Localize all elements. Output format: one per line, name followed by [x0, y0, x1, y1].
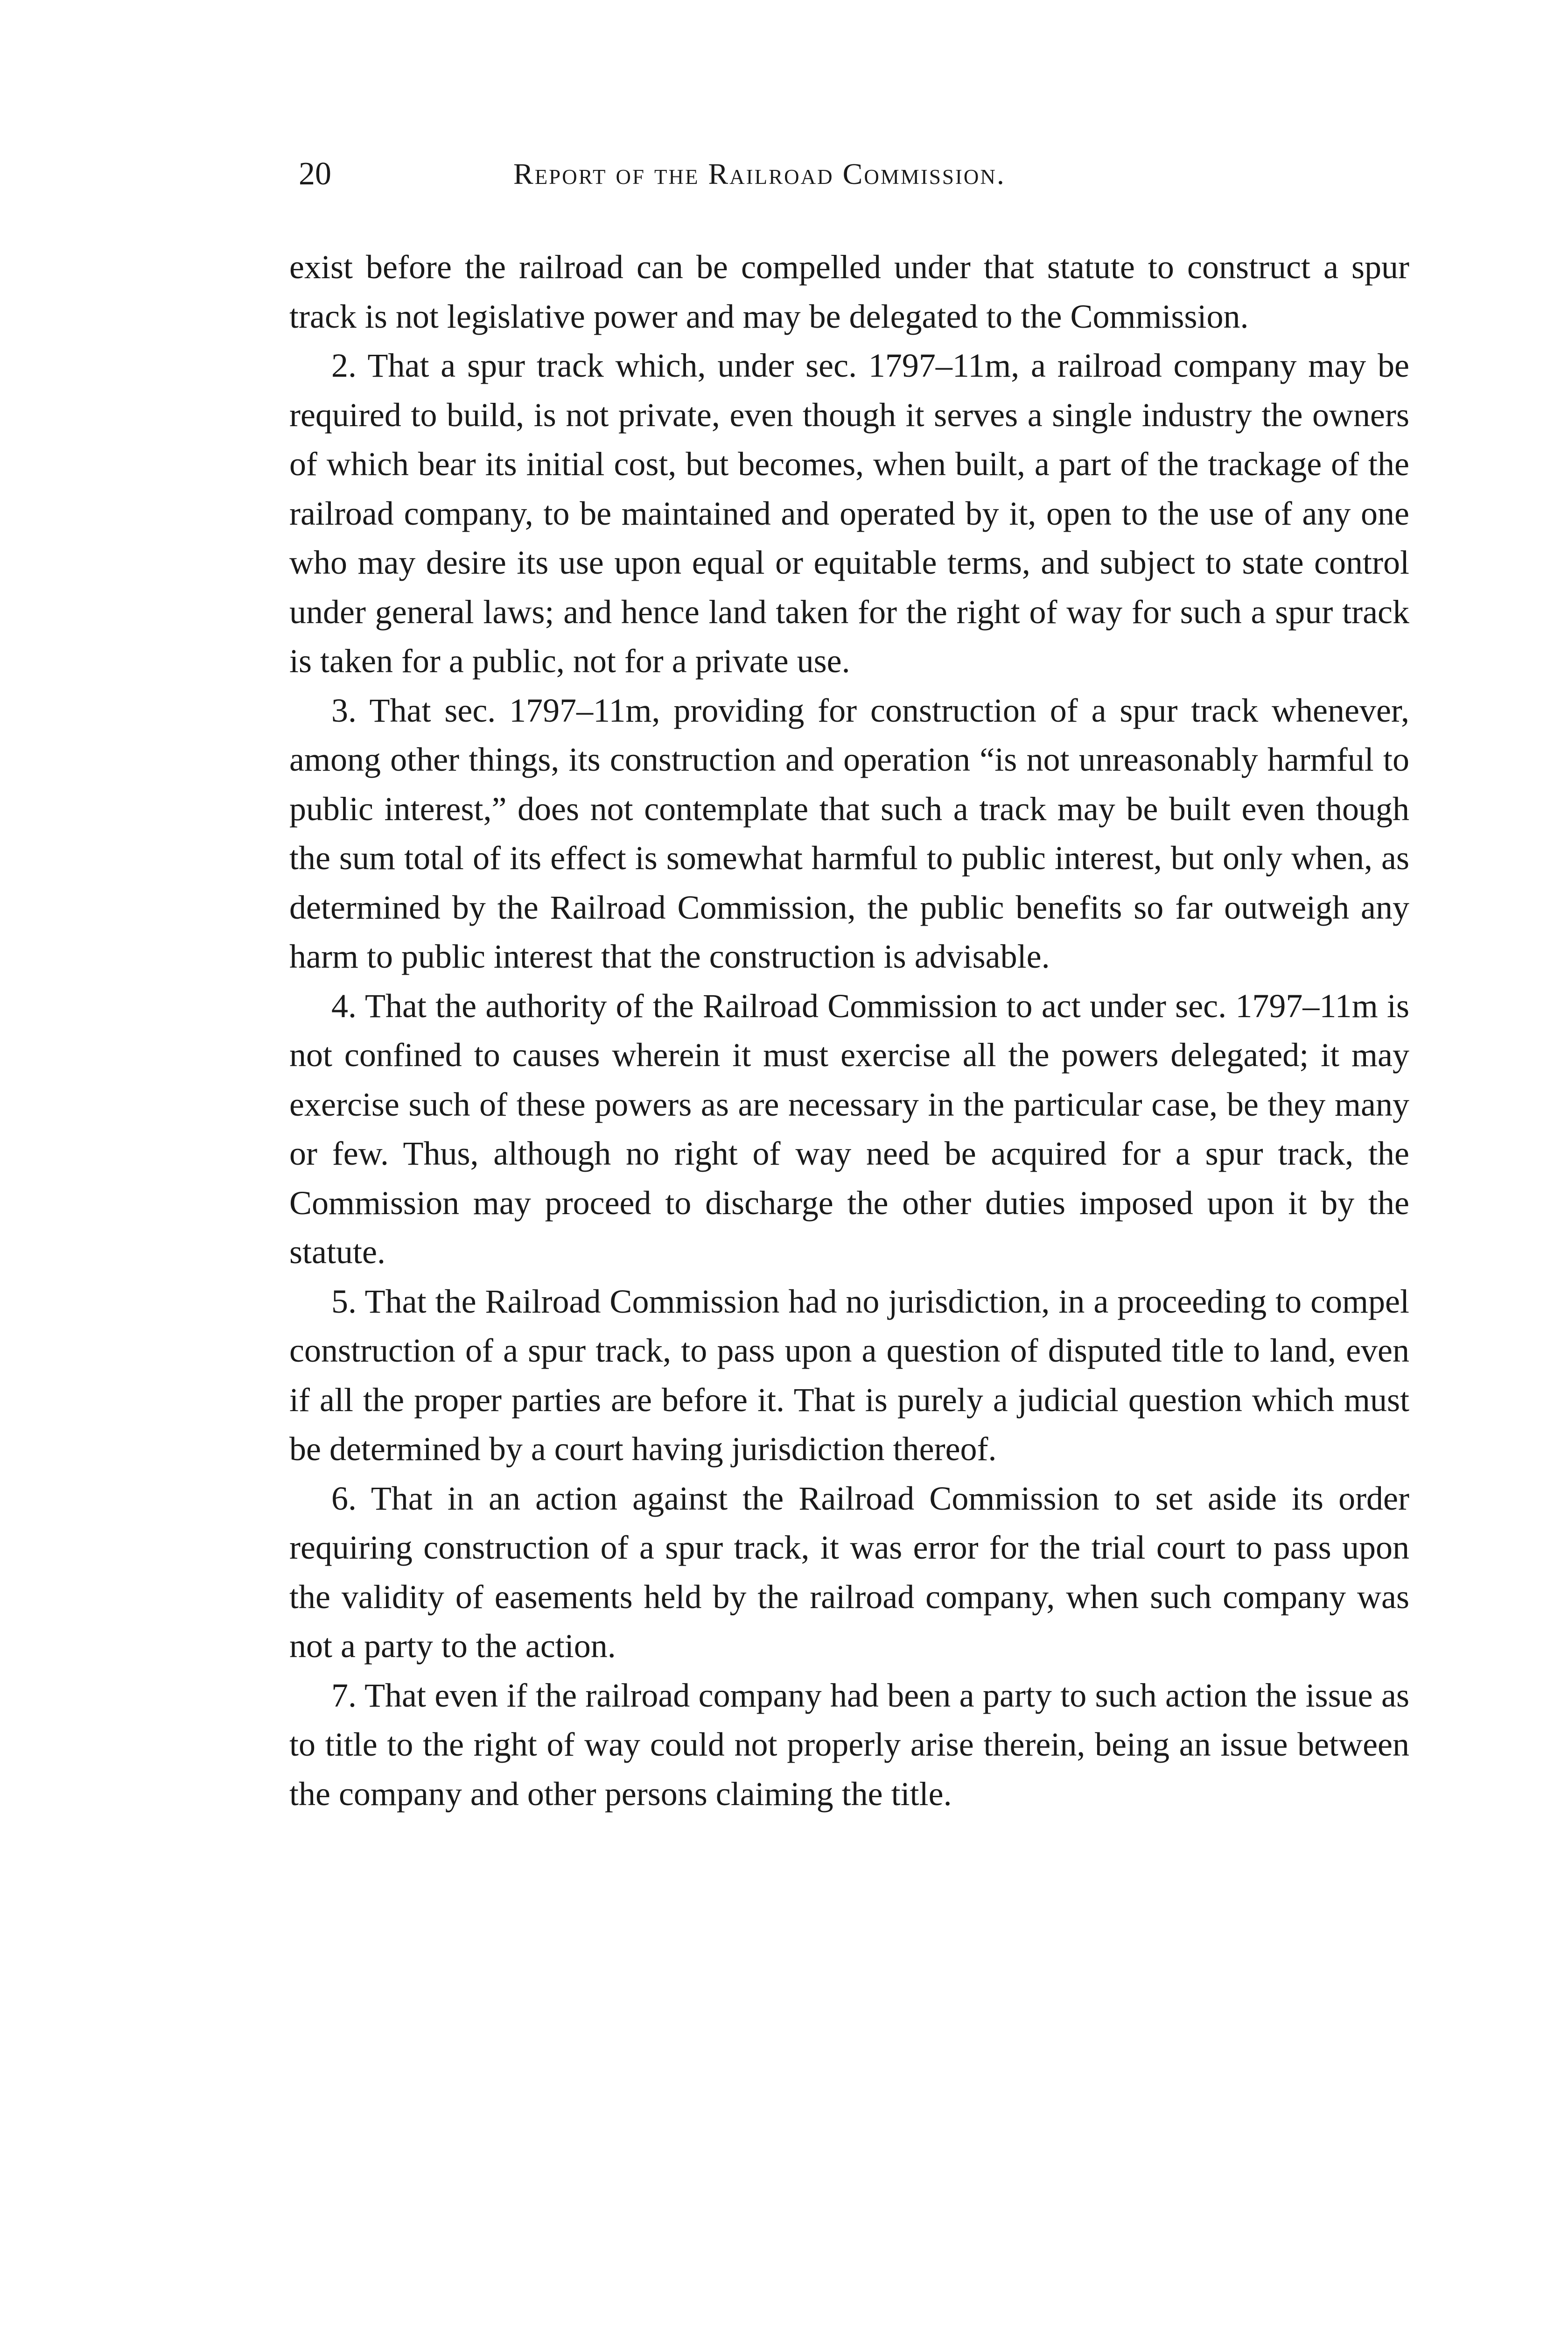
paragraph-item-2: 2. That a spur track which, under sec. 1797–11m, a railroad company may be required to build, is not private, even though it serves a single industry the owners of which bear its initial cost, but becomes, when built, a part of the trackage of the railroad company, to be maintained and operated by it, open to the use of any one who may desire its use upon equal or equitable terms, and subject to state control under general laws; and hence land taken for the right of way for such a spur track is taken for a public, not for a private use. — [289, 347, 1409, 680]
paragraph-continuation: exist before the railroad can be compelled under that statute to construct a spur track is not legislative power and may be delegated to the Commission. — [289, 248, 1409, 335]
paragraph-item-7: 7. That even if the railroad company had been a party to such action the issue as to title to the right of way could not properly arise therein, being an issue between the company and other persons claiming the title. — [289, 1676, 1409, 1813]
paragraph-item-6: 6. That in an action against the Railroad Commission to set aside its order requiring construction of a spur track, it was error for the trial court to pass upon the validity of easements held by the railroad company, when such company was not a party to the action. — [289, 1479, 1409, 1665]
paragraph-item-3: 3. That sec. 1797–11m, providing for construction of a spur track whenever, among other things, its construction and operation “is not unreasonably harmful to public interest,” does not contemplate that such a track may be built even though the sum total of its effect is somewhat harmful to public interest, but only when, as determined by the Railroad Commission, the public benefits so far outweigh any harm to public interest that the construction is advisable. — [289, 691, 1409, 975]
body-text — [289, 243, 1409, 1819]
page-number: 20 — [299, 156, 331, 192]
paragraph-item-5: 5. That the Railroad Commission had no jurisdiction, in a proceeding to compel construction of a spur track, to pass upon a question of disputed title to land, even if all the proper parties are before it. That is purely a judicial question which must be determined by a court having jurisdiction thereof. — [289, 1282, 1409, 1468]
running-head: Report of the Railroad Commission. — [513, 157, 1006, 190]
page-header — [299, 148, 1241, 200]
paragraph-item-4: 4. That the authority of the Railroad Commission to act under sec. 1797–11m is not confined to causes wherein it must exercise all the powers delegated; it may exercise such of these powers as are necessary in the particular case, be they many or few. Thus, although no right of way need be acquired for a spur track, the Commission may proceed to discharge the other duties imposed upon it by the statute. — [289, 987, 1409, 1271]
